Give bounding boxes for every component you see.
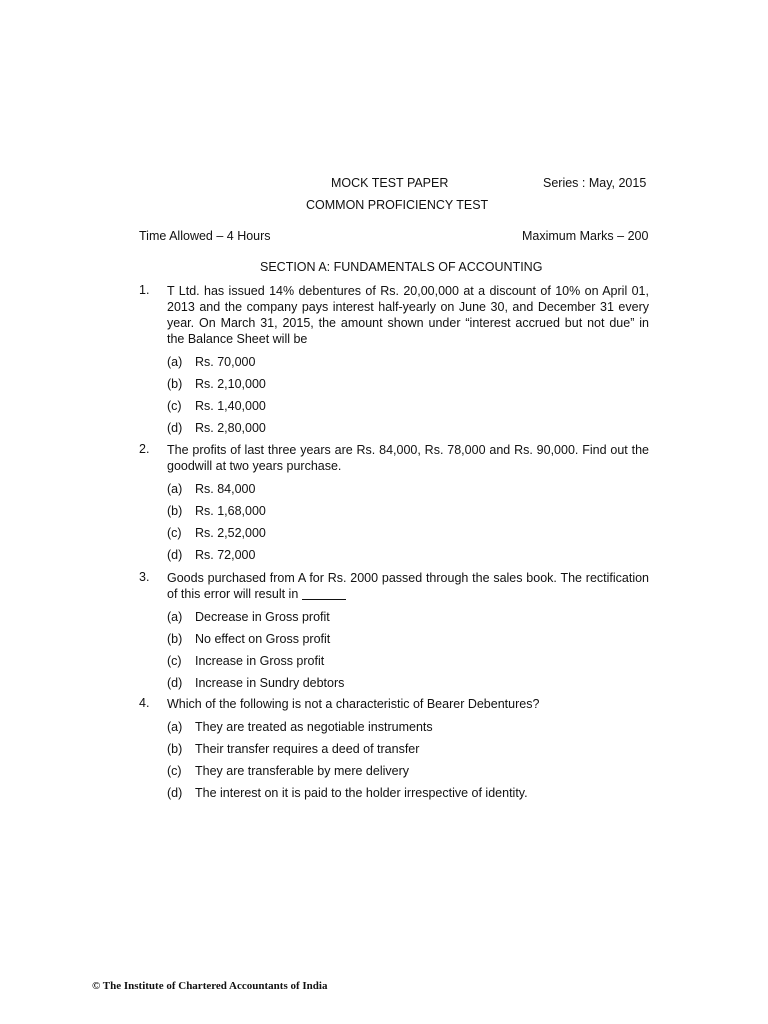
question-3 — [139, 570, 649, 694]
option-text: Rs. 70,000 — [195, 355, 256, 369]
options-list — [167, 478, 649, 566]
option-text: Rs. 1,40,000 — [195, 399, 266, 413]
question-text: Goods purchased from A for Rs. 2000 passed through the sales book. The rectification of this error will result in — [167, 571, 649, 601]
option-text: Rs. 84,000 — [195, 482, 256, 496]
question-text-wrap — [167, 570, 649, 602]
option — [167, 395, 649, 417]
option — [167, 782, 649, 804]
option-label: (d) — [167, 676, 183, 690]
question-1 — [139, 283, 649, 439]
options-list — [167, 606, 649, 694]
option-label: (b) — [167, 632, 183, 646]
option-text: They are transferable by mere delivery — [195, 764, 409, 778]
option — [167, 351, 649, 373]
option-label: (a) — [167, 355, 183, 369]
option-label: (c) — [167, 654, 182, 668]
option-label: (c) — [167, 399, 182, 413]
option — [167, 478, 649, 500]
option-text: Decrease in Gross profit — [195, 610, 330, 624]
option — [167, 417, 649, 439]
option-text: Their transfer requires a deed of transfer — [195, 742, 420, 756]
question-text: T Ltd. has issued 14% debentures of Rs. 20,00,000 at a discount of 10% on April 01, 2013 and the company pays interest half-yearly on June 30, and December 31 every year. On March 31, 2015, the amount shown under “interest accrued but not due” in the Balance Sheet will be — [167, 284, 649, 346]
option — [167, 650, 649, 672]
option-text: Increase in Sundry debtors — [195, 676, 345, 690]
question-2 — [139, 442, 649, 566]
option-label: (b) — [167, 742, 183, 756]
option-label: (c) — [167, 764, 182, 778]
series-label: Series : May, 2015 — [543, 176, 647, 190]
section-heading: SECTION A: FUNDAMENTALS OF ACCOUNTING — [260, 260, 543, 274]
option-label: (b) — [167, 377, 183, 391]
option-text: Rs. 2,10,000 — [195, 377, 266, 391]
option-text: Rs. 72,000 — [195, 548, 256, 562]
option-text: Rs. 2,80,000 — [195, 421, 266, 435]
option — [167, 716, 649, 738]
paper-title: MOCK TEST PAPER — [331, 176, 449, 190]
option — [167, 738, 649, 760]
answer-blank — [302, 599, 346, 600]
question-text: Which of the following is not a characteristic of Bearer Debentures? — [167, 697, 540, 711]
question-number: 4. — [139, 696, 150, 710]
option — [167, 522, 649, 544]
option-label: (d) — [167, 548, 183, 562]
option — [167, 373, 649, 395]
option-text: The interest on it is paid to the holder irrespective of identity. — [195, 786, 528, 800]
paper-subtitle: COMMON PROFICIENCY TEST — [306, 198, 489, 212]
time-allowed: Time Allowed – 4 Hours — [139, 229, 271, 243]
option-text: They are treated as negotiable instruments — [195, 720, 433, 734]
question-text: The profits of last three years are Rs. 84,000, Rs. 78,000 and Rs. 90,000. Find out the goodwill at two years purchase. — [167, 443, 649, 473]
option-text: Increase in Gross profit — [195, 654, 325, 668]
options-list — [167, 716, 649, 804]
options-list — [167, 351, 649, 439]
maximum-marks: Maximum Marks – 200 — [522, 229, 649, 243]
footer-copyright: © The Institute of Chartered Accountants of India — [92, 980, 328, 992]
option — [167, 606, 649, 628]
option — [167, 760, 649, 782]
option-label: (d) — [167, 786, 183, 800]
option-label: (b) — [167, 504, 183, 518]
option — [167, 672, 649, 694]
option-label: (a) — [167, 610, 183, 624]
option-label: (a) — [167, 720, 183, 734]
option-label: (a) — [167, 482, 183, 496]
option-text: No effect on Gross profit — [195, 632, 331, 646]
question-number: 2. — [139, 442, 150, 456]
option-label: (d) — [167, 421, 183, 435]
option-label: (c) — [167, 526, 182, 540]
question-4 — [139, 696, 649, 804]
question-number: 3. — [139, 570, 150, 584]
option-text: Rs. 1,68,000 — [195, 504, 266, 518]
option — [167, 628, 649, 650]
option-text: Rs. 2,52,000 — [195, 526, 266, 540]
question-number: 1. — [139, 283, 150, 297]
option — [167, 544, 649, 566]
option — [167, 500, 649, 522]
